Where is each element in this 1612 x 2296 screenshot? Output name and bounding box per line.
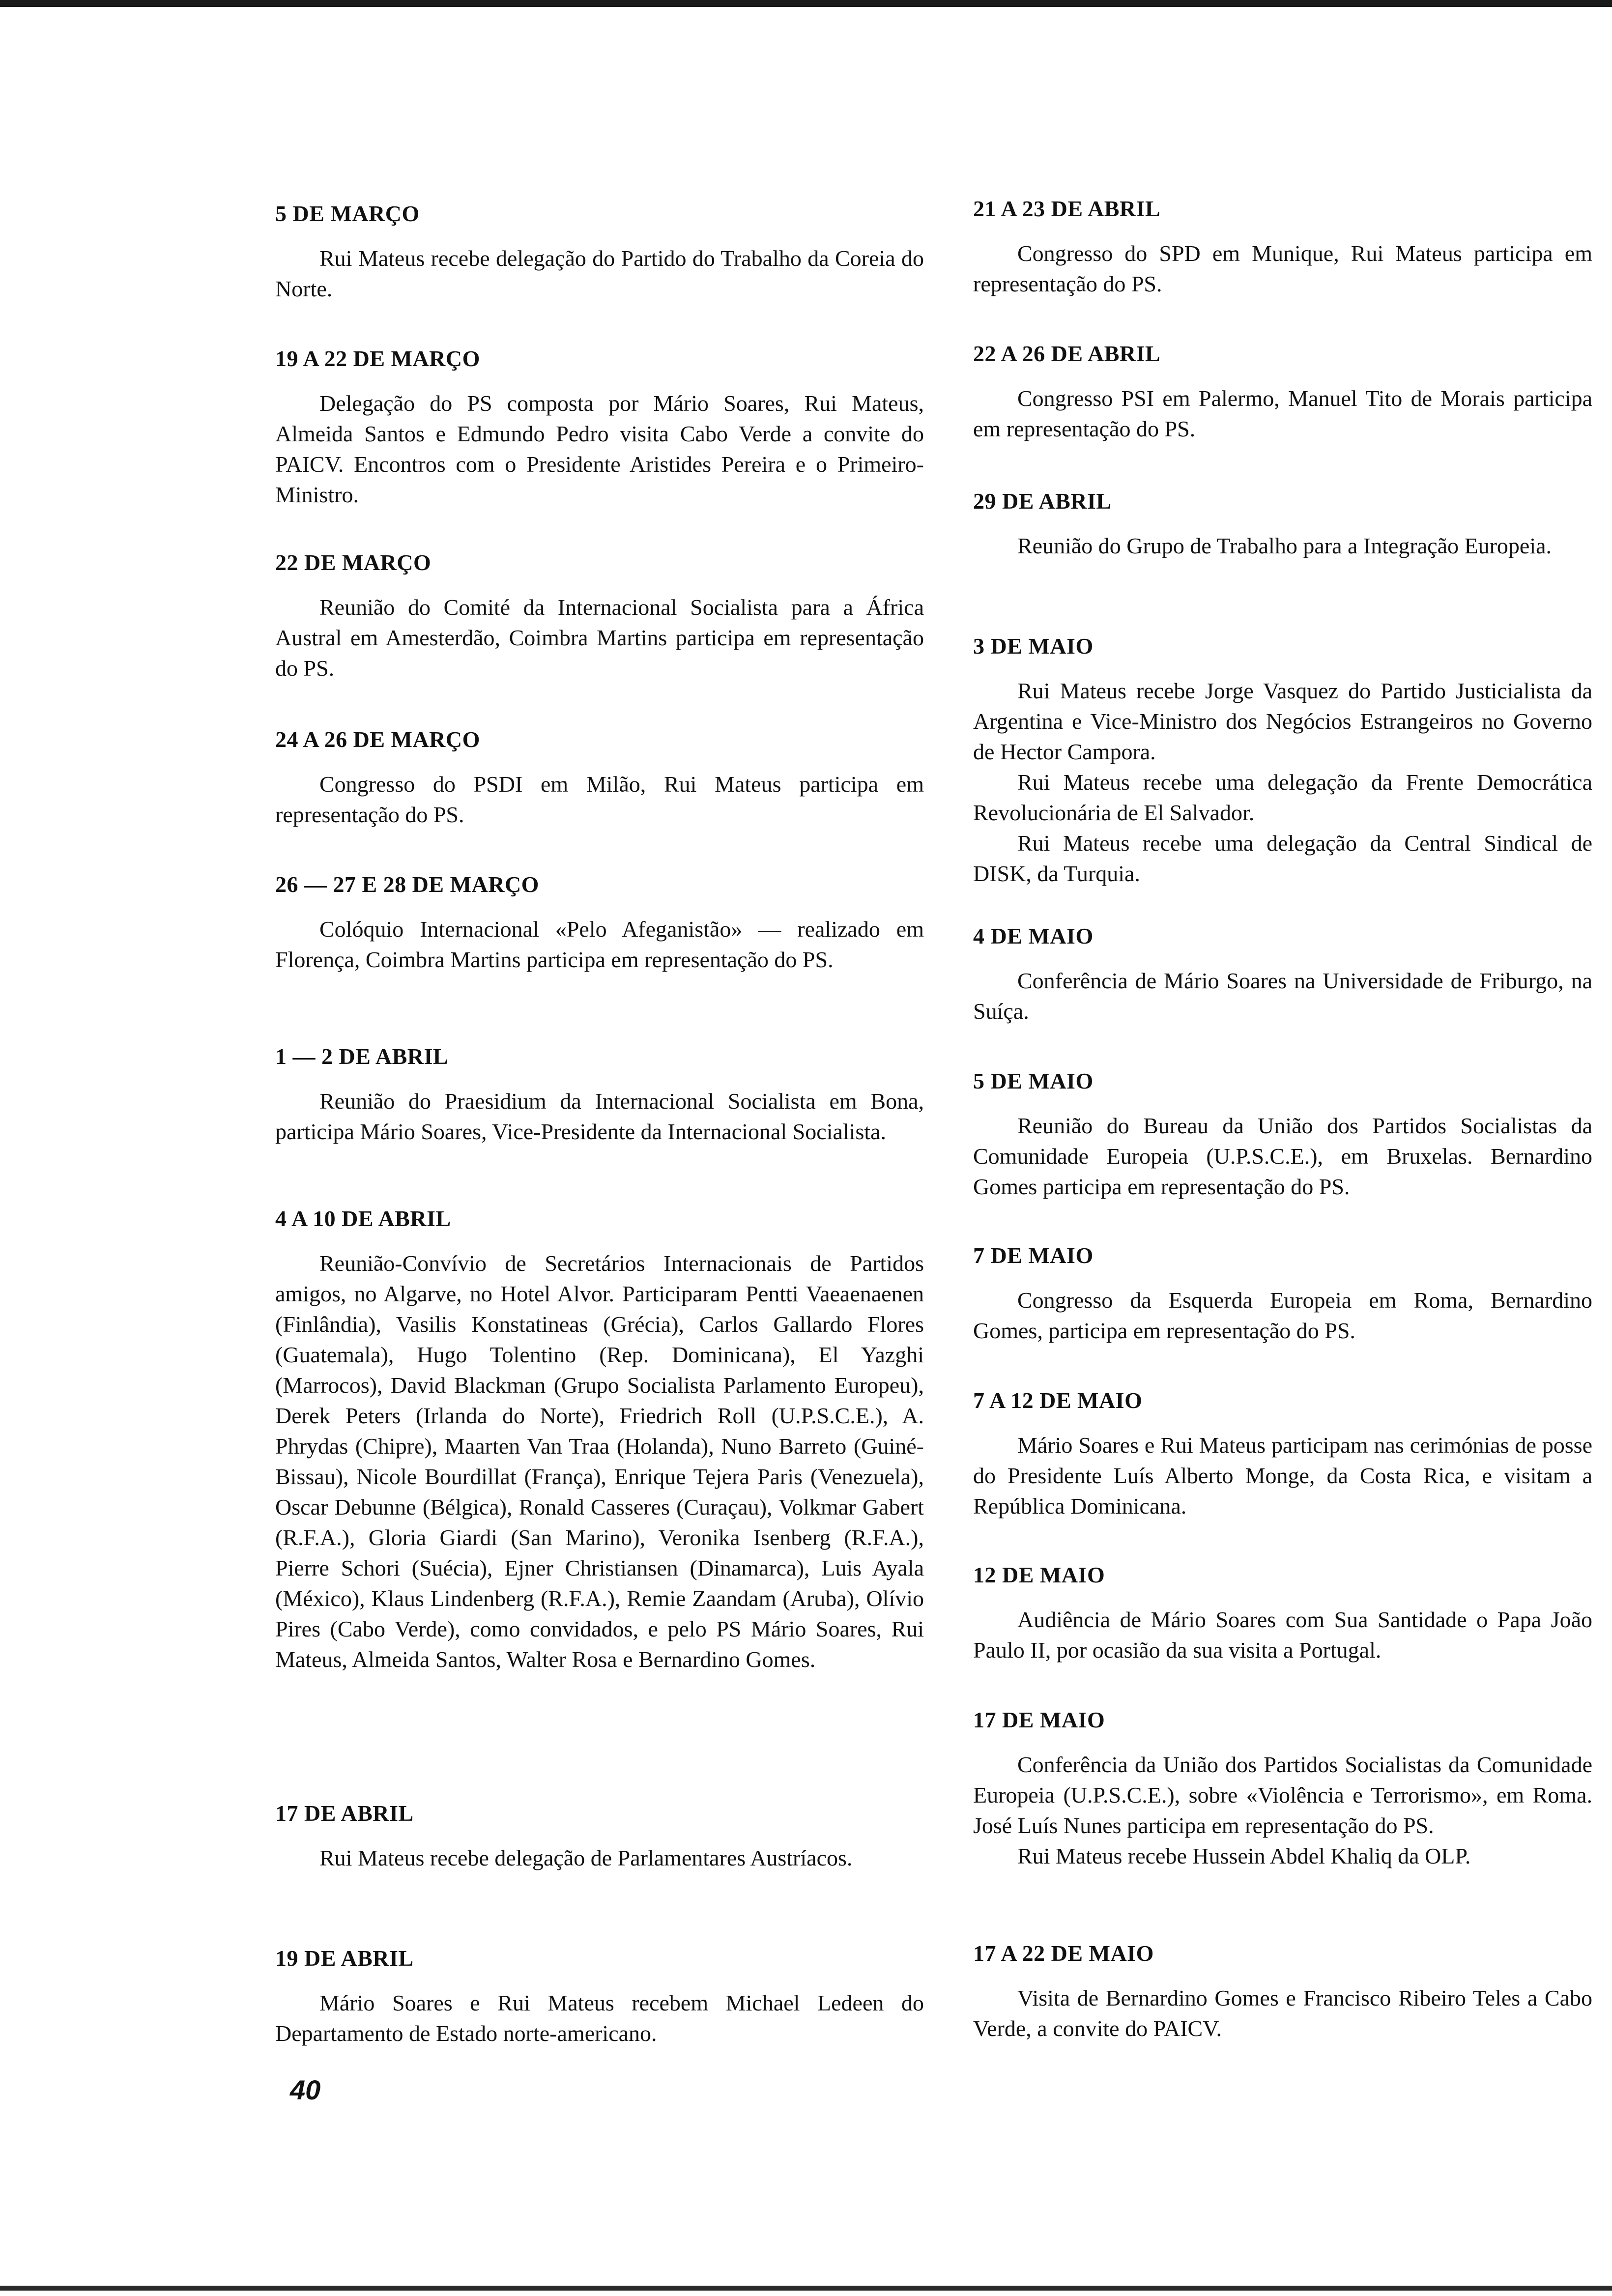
- chronology-entry: [973, 631, 1592, 889]
- entry-paragraph: Conferência da União dos Partidos Socialistas da Comunidade Europeia (U.P.S.C.E.), sobre «Violência e Terrorismo», em Roma. José Luís Nunes participa em representação do PS.: [973, 1752, 1592, 1838]
- entry-paragraph: Congresso do SPD em Munique, Rui Mateus participa em representação do PS.: [973, 241, 1592, 296]
- entry-body: [275, 243, 924, 304]
- entry-date: 5 DE MARÇO: [275, 201, 420, 226]
- entry-body: [973, 966, 1592, 1027]
- entry-body: [275, 388, 924, 510]
- entry-date: 7 A 12 DE MAIO: [973, 1388, 1143, 1413]
- chronology-entry: [973, 339, 1592, 444]
- entry-paragraph: Congresso do PSDI em Milão, Rui Mateus participa em representação do PS.: [275, 772, 924, 827]
- entry-date: 17 DE MAIO: [973, 1707, 1105, 1732]
- entry-date: 7 DE MAIO: [973, 1243, 1094, 1268]
- entry-paragraph: Conferência de Mário Soares na Universidade de Friburgo, na Suíça.: [973, 968, 1592, 1024]
- entry-paragraph: Congresso PSI em Palermo, Manuel Tito de Morais participa em representação do PS.: [973, 386, 1592, 441]
- entry-paragraph: Audiência de Mário Soares com Sua Santidade o Papa João Paulo II, por ocasião da sua visita a Portugal.: [973, 1607, 1592, 1663]
- entry-paragraph: Reunião-Convívio de Secretários Internacionais de Partidos amigos, no Algarve, no Hotel Alvor. Participaram Pentti Vaeaenaenen (Finlândia), Vasilis Konstatineas (Grécia), Carlos Gallardo Flores (Guatemala), Hugo Tolentino (Rep. Dominicana), El Yazghi (Marrocos), David Blackman (Grupo Socialista Parlamento Europeu), Derek Peters (Irlanda do Norte), Friedrich Roll (U.P.S.C.E.), A. Phrydas (Chipre), Maarten Van Traa (Holanda), Nuno Barreto (Guiné-Bissau), Nicole Bourdillat (França), Enrique Tejera Paris (Venezuela), Oscar Debunne (Bélgica), Ronald Casseres (Curaçau), Volkmar Gabert (R.F.A.), Gloria Giardi (San Marino), Veronika Isenberg (R.F.A.), Pierre Schori (Suécia), Ejner Christiansen (Dinamarca), Luis Ayala (México), Klaus Lindenberg (R.F.A.), Remie Zaandam (Aruba), Olívio Pires (Cabo Verde), como convidados, e pelo PS Mário Soares, Rui Mateus, Almeida Santos, Walter Rosa e Bernardino Gomes.: [275, 1251, 924, 1672]
- chronology-entry: [973, 1066, 1592, 1202]
- page-number: 40: [290, 2074, 321, 2105]
- entry-date: 5 DE MAIO: [973, 1068, 1094, 1093]
- chronology-entry: [275, 548, 924, 684]
- entry-date: 4 DE MAIO: [973, 923, 1094, 948]
- entry-paragraph: Delegação do PS composta por Mário Soares, Rui Mateus, Almeida Santos e Edmundo Pedro visita Cabo Verde a convite do PAICV. Encontros com o Presidente Aristides Pereira e o Primeiro-Ministro.: [275, 391, 924, 507]
- chronology-entry: [973, 1560, 1592, 1665]
- entry-paragraph: Rui Mateus recebe Jorge Vasquez do Partido Justicialista da Argentina e Vice-Ministro dos Negócios Estrangeiros no Governo de Hector Campora.: [973, 678, 1592, 764]
- chronology-entry: [275, 344, 924, 510]
- entry-body: [275, 1843, 924, 1873]
- chronology-entry: [275, 1799, 924, 1873]
- entry-paragraph: Rui Mateus recebe uma delegação da Central Sindical de DISK, da Turquia.: [973, 831, 1592, 886]
- entry-body: [973, 531, 1592, 561]
- top-edge-rule: [0, 0, 1612, 7]
- chronology-entry: [275, 1204, 924, 1675]
- entry-body: [973, 1750, 1592, 1871]
- entry-body: [973, 1111, 1592, 1202]
- chronology-entry: [973, 1939, 1592, 2044]
- chronology-entry: [973, 1241, 1592, 1346]
- entry-paragraph: Reunião do Praesidium da Internacional Socialista em Bona, participa Mário Soares, Vice-Presidente da Internacional Socialista.: [275, 1089, 924, 1144]
- entry-paragraph: Colóquio Internacional «Pelo Afeganistão» — realizado em Florença, Coimbra Martins participa em representação do PS.: [275, 917, 924, 972]
- chronology-entry: [973, 194, 1592, 299]
- entry-date: 22 A 26 DE ABRIL: [973, 341, 1161, 366]
- entry-paragraph: Rui Mateus recebe Hussein Abdel Khaliq da OLP.: [1017, 1843, 1471, 1868]
- entry-body: [275, 1988, 924, 2049]
- entry-date: 26 — 27 E 28 DE MARÇO: [275, 872, 539, 897]
- entry-date: 24 A 26 DE MARÇO: [275, 727, 480, 752]
- entry-date: 12 DE MAIO: [973, 1562, 1105, 1587]
- entry-body: [275, 1248, 924, 1675]
- entry-date: 22 DE MARÇO: [275, 550, 432, 575]
- entry-paragraph: Reunião do Comité da Internacional Socialista para a África Austral em Amesterdão, Coimbra Martins participa em representação do PS.: [275, 595, 924, 681]
- entry-body: [973, 676, 1592, 889]
- entry-date: 19 DE ABRIL: [275, 1946, 414, 1971]
- chronology-entry: [275, 725, 924, 830]
- entry-body: [275, 592, 924, 684]
- entry-body: [275, 1086, 924, 1147]
- chronology-entry: [275, 1944, 924, 2049]
- chronology-entry: [973, 487, 1592, 561]
- chronology-entry: [275, 199, 924, 304]
- chronology-entry: [973, 1705, 1592, 1871]
- entry-body: [973, 1605, 1592, 1665]
- entry-paragraph: Rui Mateus recebe delegação de Parlamentares Austríacos.: [319, 1845, 853, 1870]
- entry-date: 3 DE MAIO: [973, 633, 1094, 659]
- entry-date: 19 A 22 DE MARÇO: [275, 346, 480, 371]
- entry-paragraph: Reunião do Bureau da União dos Partidos Socialistas da Comunidade Europeia (U.P.S.C.E.), em Bruxelas. Bernardino Gomes participa em representação do PS.: [973, 1113, 1592, 1199]
- entry-date: 17 A 22 DE MAIO: [973, 1941, 1154, 1966]
- chronology-entry: [275, 870, 924, 975]
- chronology-entry: [973, 921, 1592, 1027]
- entry-body: [973, 238, 1592, 299]
- entry-body: [973, 1285, 1592, 1346]
- chronology-entry: [973, 1386, 1592, 1521]
- entry-paragraph: Visita de Bernardino Gomes e Francisco Ribeiro Teles a Cabo Verde, a convite do PAICV.: [973, 1985, 1592, 2041]
- chronology-entry: [275, 1042, 924, 1147]
- entry-date: 4 A 10 DE ABRIL: [275, 1206, 451, 1231]
- entry-paragraph: Mário Soares e Rui Mateus participam nas cerimónias de posse do Presidente Luís Alberto Monge, da Costa Rica, e visitam a República Dominicana.: [973, 1433, 1592, 1519]
- entry-paragraph: Congresso da Esquerda Europeia em Roma, Bernardino Gomes, participa em representação do PS.: [973, 1288, 1592, 1343]
- entry-body: [973, 1430, 1592, 1521]
- entry-date: 29 DE ABRIL: [973, 488, 1112, 514]
- entry-paragraph: Rui Mateus recebe uma delegação da Frente Democrática Revolucionária de El Salvador.: [973, 770, 1592, 825]
- entry-paragraph: Mário Soares e Rui Mateus recebem Michael Ledeen do Departamento de Estado norte-americano.: [275, 1990, 924, 2046]
- entry-paragraph: Rui Mateus recebe delegação do Partido do Trabalho da Coreia do Norte.: [275, 246, 924, 301]
- entry-body: [973, 383, 1592, 444]
- entry-date: 17 DE ABRIL: [275, 1801, 414, 1826]
- entry-date: 21 A 23 DE ABRIL: [973, 196, 1161, 221]
- entry-body: [275, 769, 924, 830]
- entry-paragraph: Reunião do Grupo de Trabalho para a Integração Europeia.: [1017, 533, 1552, 558]
- entry-date: 1 — 2 DE ABRIL: [275, 1044, 449, 1069]
- bottom-edge-rule: [0, 2286, 1612, 2291]
- entry-body: [275, 914, 924, 975]
- entry-body: [973, 1983, 1592, 2044]
